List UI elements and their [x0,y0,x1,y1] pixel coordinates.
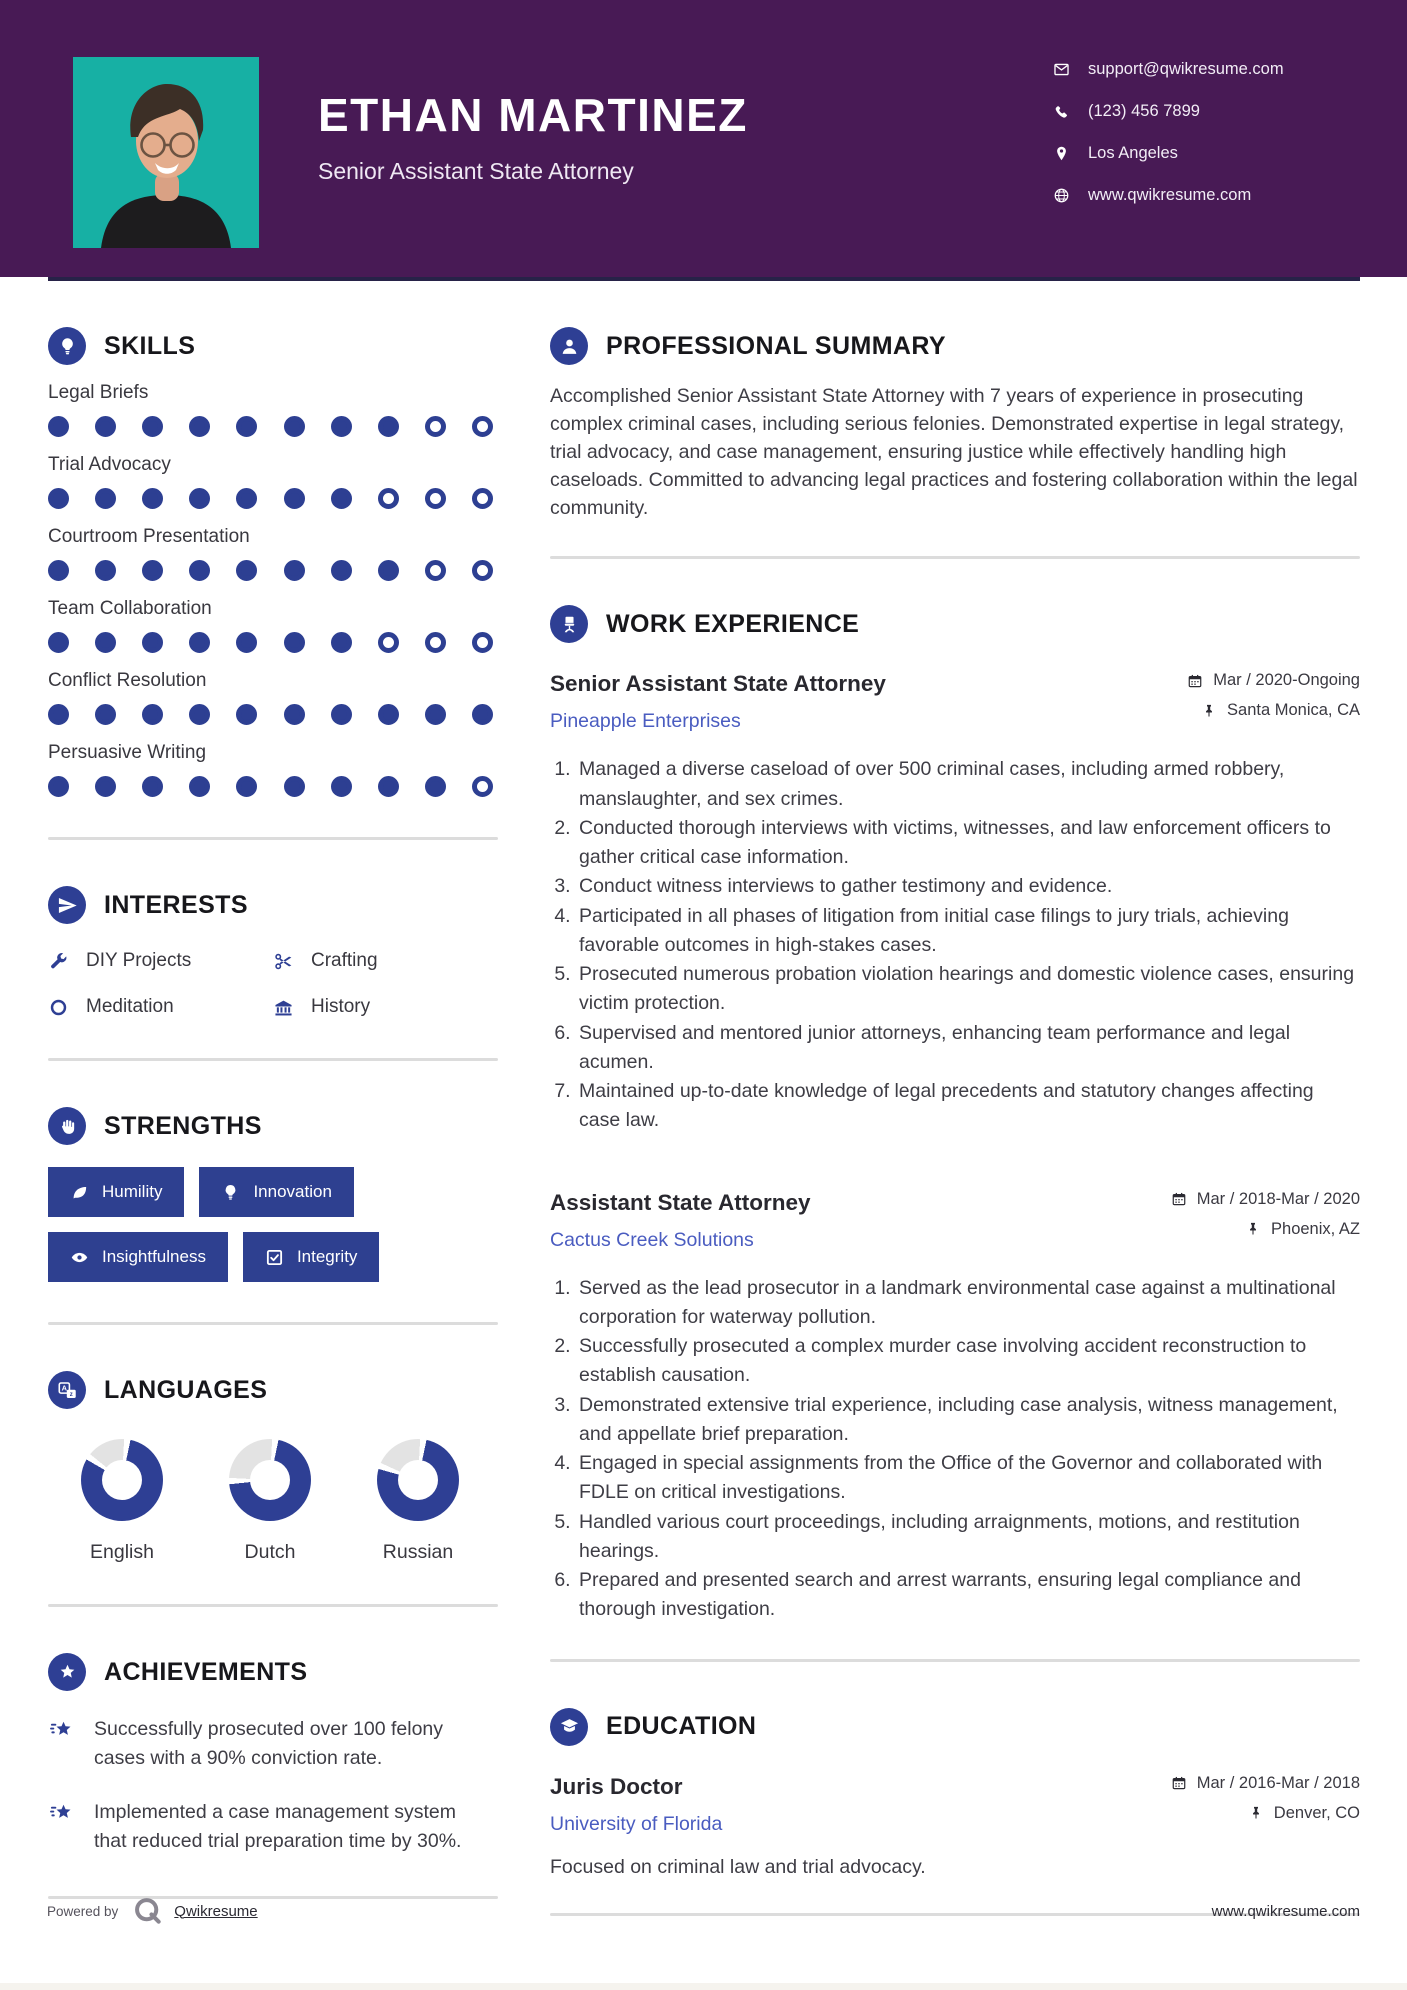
skill-dot [142,416,163,437]
skill-dot [425,560,446,581]
job-bullet: 5. Prosecuted numerous probation violation hearings and domestic violence cases, ensuring victim protection. [576,960,1360,1019]
translate-icon [48,1371,86,1409]
interest-item: DIY Projects [48,950,273,972]
skill-row: Courtroom Presentation [48,526,498,581]
divider [48,1058,498,1061]
skill-dot [472,704,493,725]
strengths-section-header [48,1107,498,1145]
job-dates: Mar / 2020-Ongoing [1187,671,1360,690]
skill-dot [331,704,352,725]
person-icon [550,327,588,365]
company-link[interactable]: Cactus Creek Solutions [550,1228,754,1251]
language-donut-chart [81,1439,163,1521]
job-bullet: 1. Served as the lead prosecutor in a landmark environmental case against a multinational corporation for waterway pollution. [576,1274,1360,1333]
education-dates: Mar / 2016-Mar / 2018 [1171,1774,1360,1793]
skill-dot [142,632,163,653]
shooting-star-icon [48,1800,75,1827]
footer-website-link[interactable]: www.qwikresume.com [1211,1902,1360,1920]
skill-dot [142,776,163,797]
job-title: Assistant State Attorney [550,1189,811,1215]
strength-badge-innovation[interactable]: Innovation [199,1167,353,1217]
divider [48,1604,498,1607]
job-dates: Mar / 2018-Mar / 2020 [1171,1190,1360,1209]
skill-dot [95,632,116,653]
job-title: Senior Assistant State Attorney [550,671,886,697]
skill-dot [48,560,69,581]
skill-dot [142,560,163,581]
skill-dot [331,632,352,653]
languages-list [48,1439,498,1564]
job-bullet: 4. Participated in all phases of litigation from initial case filings to jury trials, achieving favorable outcomes in high-stakes cases. [576,902,1360,961]
contact-phone-text: (123) 456 7899 [1088,101,1200,120]
interests-list [48,950,498,1018]
skill-dot [425,416,446,437]
contact-location-text: Los Angeles [1088,143,1178,162]
skills-icon [48,327,86,365]
skill-dot [48,704,69,725]
skill-rating [48,776,493,797]
divider [550,556,1360,559]
education-title: EDUCATION [606,1712,757,1741]
sidebar [48,327,498,1962]
job-bullet: 6. Prepared and presented search and arrest warrants, ensuring legal compliance and thorough investigation. [576,1566,1360,1625]
skill-dot [425,776,446,797]
skill-dot [378,488,399,509]
skill-row: Team Collaboration [48,598,498,653]
languages-title: LANGUAGES [104,1375,268,1404]
strength-badge-integrity[interactable]: Integrity [243,1232,379,1282]
star-icon [48,1653,86,1691]
skills-title: SKILLS [104,331,196,360]
office-chair-icon [550,605,588,643]
skill-dot [378,704,399,725]
skill-dot [189,704,210,725]
skill-dot [236,416,257,437]
skill-dot [142,704,163,725]
location-icon [1053,145,1070,162]
skill-dot [189,776,210,797]
leaf-icon [70,1183,89,1202]
skill-rating [48,416,493,437]
divider [48,1322,498,1325]
job-bullet: 5. Handled various court proceedings, including arraignments, motions, and restitution hearings. [576,1508,1360,1567]
lightbulb-icon [221,1183,240,1202]
strengths-list [48,1167,498,1282]
summary-section-header [550,327,1360,365]
profile-photo [73,57,259,248]
skill-dot [378,560,399,581]
skill-dot [48,776,69,797]
skill-row: Conflict Resolution [48,670,498,725]
language-donut-chart [377,1439,459,1521]
skill-dot [378,776,399,797]
education-location: Denver, CO [1171,1804,1360,1823]
envelope-icon [1053,61,1070,78]
company-link[interactable]: Pineapple Enterprises [550,710,741,733]
skill-rating [48,488,493,509]
divider [550,1659,1360,1662]
interests-title: INTERESTS [104,890,248,919]
qwikresume-link[interactable]: Qwikresume [174,1902,258,1920]
skill-dot [189,416,210,437]
pushpin-icon [1245,1221,1261,1237]
fist-icon [48,1107,86,1145]
divider [48,837,498,840]
education-entry [550,1774,1360,1879]
skills-section-header [48,327,498,365]
contact-website-text[interactable]: www.qwikresume.com [1088,185,1252,204]
languages-section-header [48,1371,498,1409]
skill-row: Trial Advocacy [48,454,498,509]
skill-dot [189,488,210,509]
summary-text: Accomplished Senior Assistant State Attorney with 7 years of experience in prosecuting complex criminal cases, including serious felonies. Demonstrated expertise in legal strategy, trial advocacy, and case management, ensuring justice while effectively handling high caseloads. Committed to advancing legal practices and fostering collaboration within the legal community. [550,385,1358,519]
job-bullet: 6. Supervised and mentored junior attorneys, enhancing team performance and legal acumen. [576,1019,1360,1078]
eye-icon [70,1248,89,1267]
skill-dot [284,560,305,581]
job-location: Phoenix, AZ [1171,1220,1360,1239]
skill-dot [189,632,210,653]
skill-rating [48,632,493,653]
contact-phone [1053,90,1284,132]
work-title: WORK EXPERIENCE [606,609,860,638]
graduation-cap-icon [550,1708,588,1746]
circle-icon [48,997,69,1018]
skill-dot [425,704,446,725]
contact-website [1053,174,1284,216]
job-bullet: 2. Successfully prosecuted a complex murder case involving accident reconstruction to establish causation. [576,1332,1360,1391]
skill-dot [48,416,69,437]
paper-plane-icon [48,886,86,924]
skill-dot [189,560,210,581]
powered-by-label: Powered by [47,1903,119,1919]
skill-dot [142,488,163,509]
calendar-icon [1171,1191,1187,1207]
skill-dot [284,776,305,797]
skill-dot [95,704,116,725]
skill-dot [48,632,69,653]
skill-dot [331,488,352,509]
globe-icon [1053,187,1070,204]
interest-item: Crafting [273,950,498,972]
language-item: Russian [344,1439,492,1564]
skill-dot [425,632,446,653]
strengths-title: STRENGTHS [104,1111,262,1140]
page-bottom-strip [0,1983,1407,1990]
pushpin-icon [1201,703,1217,719]
scissors-icon [273,951,294,972]
skill-dot [284,416,305,437]
education-section-header [550,1708,1360,1746]
skill-rating [48,704,493,725]
language-donut-chart [229,1439,311,1521]
contact-location [1053,132,1284,174]
contact-email [1053,48,1284,90]
language-item: Dutch [196,1439,344,1564]
wrench-icon [48,951,69,972]
skill-dot [95,488,116,509]
header [0,0,1407,277]
main-content [550,327,1360,1962]
skill-dot [331,776,352,797]
degree-title: Juris Doctor [550,1773,683,1799]
job-location: Santa Monica, CA [1187,701,1360,720]
skill-dot [236,488,257,509]
skill-rating [48,560,493,581]
skill-dot [95,560,116,581]
page-title: ETHAN MARTINEZ [318,89,748,141]
contact-email-text[interactable]: support@qwikresume.com [1088,59,1284,78]
skill-dot [95,776,116,797]
footer [47,1895,1360,1927]
job-entry [550,1190,1360,1625]
skill-dot [284,704,305,725]
strength-badge-humility[interactable]: Humility [48,1167,184,1217]
job-bullet: 3. Conduct witness interviews to gather testimony and evidence. [576,872,1360,901]
skill-dot [95,416,116,437]
skill-dot [236,776,257,797]
skill-dot [284,488,305,509]
shooting-star-icon [48,1717,75,1744]
job-bullet-list [550,1274,1360,1625]
job-bullet: 7. Maintained up-to-date knowledge of legal precedents and statutory changes affecting case law. [576,1077,1360,1136]
achievement-item: Implemented a case management system that reduced trial preparation time by 30%. [48,1798,498,1857]
summary-title: PROFESSIONAL SUMMARY [606,331,946,360]
skill-dot [472,560,493,581]
skill-dot [236,632,257,653]
job-bullet: 2. Conducted thorough interviews with victims, witnesses, and law enforcement officers to gather critical case information. [576,814,1360,873]
language-item: English [48,1439,196,1564]
skill-dot [378,632,399,653]
calendar-icon [1171,1775,1187,1791]
contact-list [1053,48,1284,216]
skill-dot [425,488,446,509]
skill-row: Persuasive Writing [48,742,498,797]
skill-dot [378,416,399,437]
skill-dot [236,560,257,581]
achievement-item: Successfully prosecuted over 100 felony cases with a 90% conviction rate. [48,1715,498,1774]
job-entry [550,671,1360,1135]
interest-item: History [273,996,498,1018]
skill-dot [331,560,352,581]
job-bullet: 3. Demonstrated extensive trial experience, including case analysis, witness management, and appellate brief preparation. [576,1391,1360,1450]
job-bullet-list [550,755,1360,1135]
skill-dot [472,776,493,797]
school-link[interactable]: University of Florida [550,1812,723,1835]
calendar-icon [1187,673,1203,689]
achievements-title: ACHIEVEMENTS [104,1657,308,1686]
education-description: Focused on criminal law and trial advocacy. [550,1855,926,1878]
interests-section-header [48,886,498,924]
skill-dot [472,488,493,509]
skill-dot [236,704,257,725]
job-bullet: 4. Engaged in special assignments from the Office of the Governor and collaborated with FDLE on critical investigations. [576,1449,1360,1508]
job-bullet: 1. Managed a diverse caseload of over 500 criminal cases, including armed robbery, manslaughter, and sex crimes. [576,755,1360,814]
work-section-header [550,605,1360,643]
job-role-subtitle: Senior Assistant State Attorney [318,158,634,184]
skill-dot [48,488,69,509]
strength-badge-insightfulness[interactable]: Insightfulness [48,1232,228,1282]
checkbox-icon [265,1248,284,1267]
skill-row: Legal Briefs [48,382,498,437]
pushpin-icon [1248,1805,1264,1821]
skill-dot [472,416,493,437]
phone-icon [1053,103,1070,120]
skill-dot [284,632,305,653]
interest-item: Meditation [48,996,273,1018]
museum-icon [273,997,294,1018]
achievements-section-header [48,1653,498,1691]
qwikresume-logo-icon [132,1895,164,1927]
skill-dot [472,632,493,653]
skill-dot [331,416,352,437]
